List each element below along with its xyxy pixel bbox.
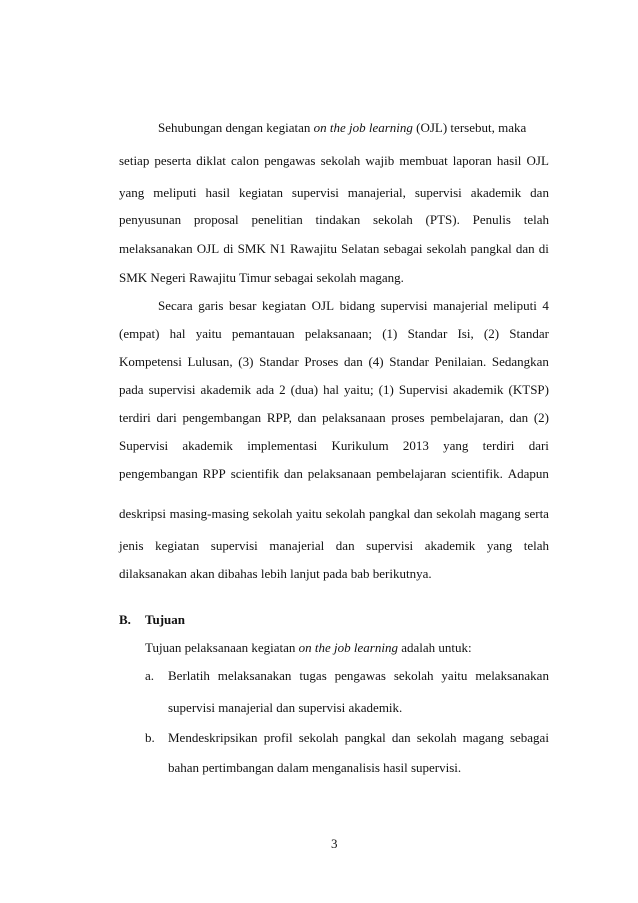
word: (PTS). <box>425 212 460 227</box>
word: (3) <box>238 354 254 369</box>
word: magang <box>462 730 504 745</box>
list-item-a-line-1 <box>168 668 549 684</box>
list-item-a-marker: a. <box>145 668 155 683</box>
word: pengembangan <box>182 410 262 425</box>
word: (empat) <box>119 326 160 341</box>
word: 4 <box>542 298 549 313</box>
paragraph-1-line-5 <box>119 241 549 257</box>
word: implementasi <box>247 438 318 453</box>
word: garis <box>198 298 224 313</box>
paragraph-1-line-6: SMK Negeri Rawajitu Timur sebagai sekolah magang. <box>119 270 404 285</box>
p1-l1-prefix: Sehubungan dengan kegiatan <box>158 120 314 135</box>
word: Isi, <box>457 326 474 341</box>
word: dan <box>284 466 303 481</box>
word: serta <box>524 506 549 521</box>
word: Standar <box>509 326 549 341</box>
paragraph-1-line-1-text <box>158 120 526 136</box>
paragraph-1-line-2 <box>119 153 549 169</box>
word: dari <box>528 438 549 453</box>
word: supervisi <box>291 185 339 200</box>
word: pangkal <box>344 730 386 745</box>
word: deskripsi <box>119 506 166 521</box>
word: (4) <box>368 354 384 369</box>
word: Supervisi <box>119 438 169 453</box>
word: dan <box>515 241 535 256</box>
word: di <box>223 241 234 256</box>
word: pengembangan <box>119 466 198 481</box>
word: Kurikulum <box>331 438 389 453</box>
paragraph-2-line-1 <box>158 298 549 314</box>
word: dan <box>335 538 355 553</box>
paragraph-2-line-7 <box>119 466 549 482</box>
word: 2013 <box>402 438 429 453</box>
word: Standar <box>259 354 299 369</box>
word: yang <box>119 185 145 200</box>
word: Proses <box>304 354 339 369</box>
paragraph-2-line-4 <box>119 382 549 398</box>
word: wajib <box>365 153 395 168</box>
p1-l1-suffix: (OJL) tersebut, maka <box>412 120 527 135</box>
word: ada <box>256 382 275 397</box>
word: OJL <box>311 298 335 313</box>
word: proposal <box>193 212 239 227</box>
word: sekolah <box>252 506 293 521</box>
word: Sedangkan <box>491 354 549 369</box>
word: calon <box>230 153 260 168</box>
word: penelitian <box>251 212 303 227</box>
word: yaitu; <box>344 382 374 397</box>
word: tugas <box>299 668 327 683</box>
word: akademik <box>470 185 522 200</box>
word: masing-masing <box>169 506 250 521</box>
word: OJL <box>196 241 220 256</box>
word: melaksanakan <box>475 668 549 683</box>
paragraph-1-line-4 <box>119 212 549 228</box>
word: Secara <box>158 298 193 313</box>
word: akademik <box>200 382 252 397</box>
word: Penilaian. <box>434 354 487 369</box>
word: 2 <box>279 382 286 397</box>
word: supervisi <box>210 538 258 553</box>
section-b-intro-suffix: adalah untuk: <box>401 640 472 655</box>
word: telah <box>523 212 549 227</box>
word: sekolah <box>393 668 434 683</box>
p1-l1-italic: on the job learning <box>313 120 413 135</box>
word: OJL <box>526 153 549 168</box>
section-b-number: B. <box>119 612 131 627</box>
word: Penulis <box>472 212 511 227</box>
word: akademik <box>182 438 233 453</box>
word: pembelajaran, <box>430 410 504 425</box>
word: sekolah <box>298 730 339 745</box>
word: sebagai <box>509 730 549 745</box>
word: yang <box>486 538 513 553</box>
word: supervisi <box>414 185 462 200</box>
word: pelaksanaan <box>307 466 372 481</box>
word: (KTSP) <box>508 382 549 397</box>
word: yaitu <box>441 668 468 683</box>
word: RPP <box>202 466 226 481</box>
paragraph-2-line-9 <box>119 538 549 554</box>
word: Mendeskripsikan <box>168 730 258 745</box>
word: hasil <box>205 185 231 200</box>
word: pengawas <box>334 668 386 683</box>
word: sekolah <box>325 506 366 521</box>
word: sekolah <box>436 506 476 521</box>
word: Standar <box>407 326 448 341</box>
word: dan <box>413 506 433 521</box>
word: meliputi <box>493 298 537 313</box>
word: manajerial <box>433 298 488 313</box>
word: Rawajitu <box>290 241 337 256</box>
word: magang <box>479 506 521 521</box>
word: pada <box>119 382 144 397</box>
word: terdiri <box>119 410 151 425</box>
word: akademik <box>424 538 476 553</box>
word: supervisi <box>148 382 196 397</box>
word: supervisi <box>380 298 428 313</box>
page-number: 3 <box>331 836 338 851</box>
word: melaksanakan <box>217 668 292 683</box>
word: besar <box>229 298 257 313</box>
word: pangkal <box>369 506 411 521</box>
word: akademik <box>452 382 504 397</box>
word: (1) <box>382 326 398 341</box>
paragraph-2-line-3 <box>119 354 549 370</box>
word: bidang <box>339 298 375 313</box>
word: dan <box>509 410 529 425</box>
list-item-b-line-1 <box>168 730 549 746</box>
paragraph-1-line-3 <box>119 185 549 201</box>
section-b-intro-italic: on the job learning <box>298 640 398 655</box>
word: sebagai <box>383 241 423 256</box>
list-item-b-marker: b. <box>145 730 155 745</box>
word: (2) <box>533 410 549 425</box>
list-item-a-line-2: supervisi manajerial dan supervisi akademik. <box>168 700 403 715</box>
word: peserta <box>154 153 192 168</box>
word: telah <box>523 538 549 553</box>
word: dan <box>344 354 363 369</box>
word: pembelajaran <box>376 466 447 481</box>
word: profil <box>263 730 293 745</box>
word: SMK <box>237 241 266 256</box>
paragraph-2-line-8 <box>119 506 549 522</box>
word: RPP, <box>266 410 292 425</box>
word: Standar <box>389 354 429 369</box>
word: pemantauan <box>231 326 295 341</box>
word: Lulusan, <box>187 354 233 369</box>
word: proses <box>391 410 425 425</box>
word: Selatan <box>341 241 380 256</box>
paragraph-2-line-2 <box>119 326 549 342</box>
word: (2) <box>483 326 500 341</box>
section-b-intro-prefix: Tujuan pelaksanaan kegiatan <box>145 640 296 655</box>
word: supervisi <box>366 538 414 553</box>
word: sekolah <box>373 212 413 227</box>
paragraph-2-line-6 <box>119 438 549 454</box>
word: kegiatan <box>155 538 200 553</box>
word: kegiatan <box>238 185 283 200</box>
paragraph-2-line-5 <box>119 410 549 426</box>
word: jenis <box>119 538 144 553</box>
list-item-b-line-2: bahan pertimbangan dalam menganalisis hasil supervisi. <box>168 760 462 775</box>
word: diklat <box>196 153 226 168</box>
word: dari <box>156 410 177 425</box>
word: sekolah <box>426 241 467 256</box>
word: dan <box>391 730 411 745</box>
word: sekolah <box>320 153 361 168</box>
word: hal <box>323 382 340 397</box>
word: melaksanakan <box>119 241 193 256</box>
word: pangkal <box>470 241 512 256</box>
paragraph-2-line-10: dilaksanakan akan dibahas lebih lanjut pada bab berikutnya. <box>119 566 432 581</box>
word: dan <box>297 410 317 425</box>
word: yaitu <box>195 326 222 341</box>
word: Supervisi <box>398 382 448 397</box>
word: laporan <box>452 153 492 168</box>
word: (1) <box>378 382 394 397</box>
section-b-intro <box>145 640 549 656</box>
word: membuat <box>399 153 448 168</box>
word: scientifik. <box>451 466 503 481</box>
word: N1 <box>269 241 286 256</box>
word: pengawas <box>264 153 316 168</box>
word: pelaksanaan <box>322 410 386 425</box>
word: penyusunan <box>119 212 182 227</box>
word: Kompetensi <box>119 354 182 369</box>
word: meliputi <box>153 185 197 200</box>
word: kegiatan <box>262 298 307 313</box>
word: terdiri <box>482 438 515 453</box>
word: Berlatih <box>168 668 210 683</box>
word: Adapun <box>507 466 549 481</box>
word: manajerial, <box>347 185 406 200</box>
section-b-title: Tujuan <box>145 612 185 627</box>
word: tindakan <box>315 212 361 227</box>
word: sekolah <box>416 730 457 745</box>
word: di <box>538 241 549 256</box>
word: yaitu <box>296 506 323 521</box>
word: (dua) <box>290 382 319 397</box>
word: hasil <box>496 153 522 168</box>
section-b-heading <box>119 612 185 628</box>
word: manajerial <box>269 538 325 553</box>
word: setiap <box>119 153 150 168</box>
word: dan <box>530 185 549 200</box>
word: yang <box>443 438 469 453</box>
word: pelaksanaan; <box>304 326 373 341</box>
word: scientifik <box>230 466 280 481</box>
paragraph-1-line-1 <box>158 120 549 136</box>
word: hal <box>169 326 186 341</box>
